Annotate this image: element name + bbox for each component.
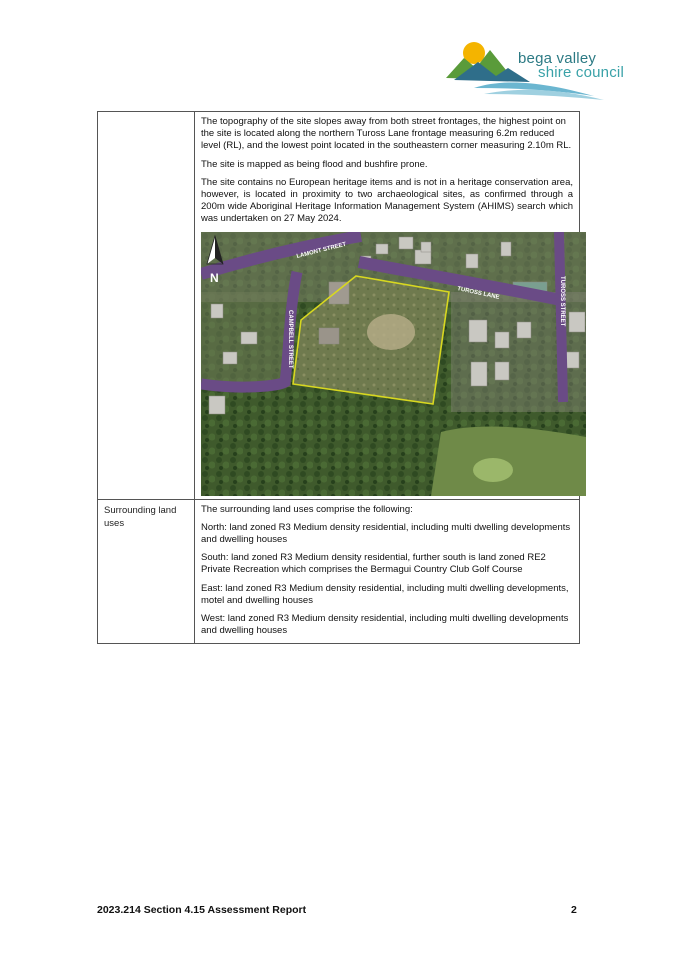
street-label-tuross-street: TUROSS STREET	[559, 275, 565, 326]
north-label: N	[210, 270, 219, 285]
site-description-label-cell	[98, 112, 195, 500]
surrounding-west: West: land zoned R3 Medium density residential, including multi dwelling developments and dwelling houses	[201, 613, 569, 637]
street-label-campbell: CAMPBELL STREET	[287, 309, 293, 369]
flood-bushfire-paragraph: The site is mapped as being flood and bushfire prone.	[201, 158, 428, 170]
council-logo	[444, 40, 629, 102]
site-description-cell	[195, 112, 580, 500]
surrounding-east: East: land zoned R3 Medium density residential, including multi dwelling developments, motel and dwelling houses	[201, 582, 569, 606]
surrounding-land-uses-row	[98, 499, 580, 644]
logo-text-line2: shire council	[538, 64, 624, 81]
surrounding-intro: The surrounding land uses comprise the following:	[201, 503, 413, 515]
surrounding-label: Surrounding land uses	[98, 499, 195, 644]
street-label-tuross-lane: TUROSS LANE	[456, 285, 500, 301]
heritage-paragraph: The site contains no European heritage items and is not in a heritage conservation area, however, is located in proximity to two archaeological sites, as confirmed through a 200m wide Aboriginal Heritage Information Management System (AHIMS) search which was undertaken on 27 May 2024.	[201, 176, 573, 225]
logo-text-line1: bega valley	[518, 50, 597, 67]
assessment-table	[97, 111, 580, 644]
surrounding-content-cell	[195, 499, 580, 644]
street-label-lamont: LAMONT STREET	[296, 241, 347, 260]
topography-paragraph: The topography of the site slopes away from both street frontages, the highest point on the site is located along the northern Tuross Lane frontage measuring 6.2m reduced level (RL), and the lowest point located in the southeastern corner measuring 2.10m RL.	[201, 116, 572, 152]
aerial-site-map	[201, 232, 586, 496]
footer-report-title: 2023.214 Section 4.15 Assessment Report	[97, 904, 307, 916]
surrounding-north: North: land zoned R3 Medium density residential, including multi dwelling developments and dwelling houses	[201, 521, 571, 546]
footer-page-number: 2	[571, 904, 577, 916]
site-description-row	[98, 112, 580, 500]
surrounding-south: South: land zoned R3 Medium density residential, further south is land zoned RE2 Private Recreation which comprises the Bermagui Country Club Golf Course	[201, 552, 546, 576]
